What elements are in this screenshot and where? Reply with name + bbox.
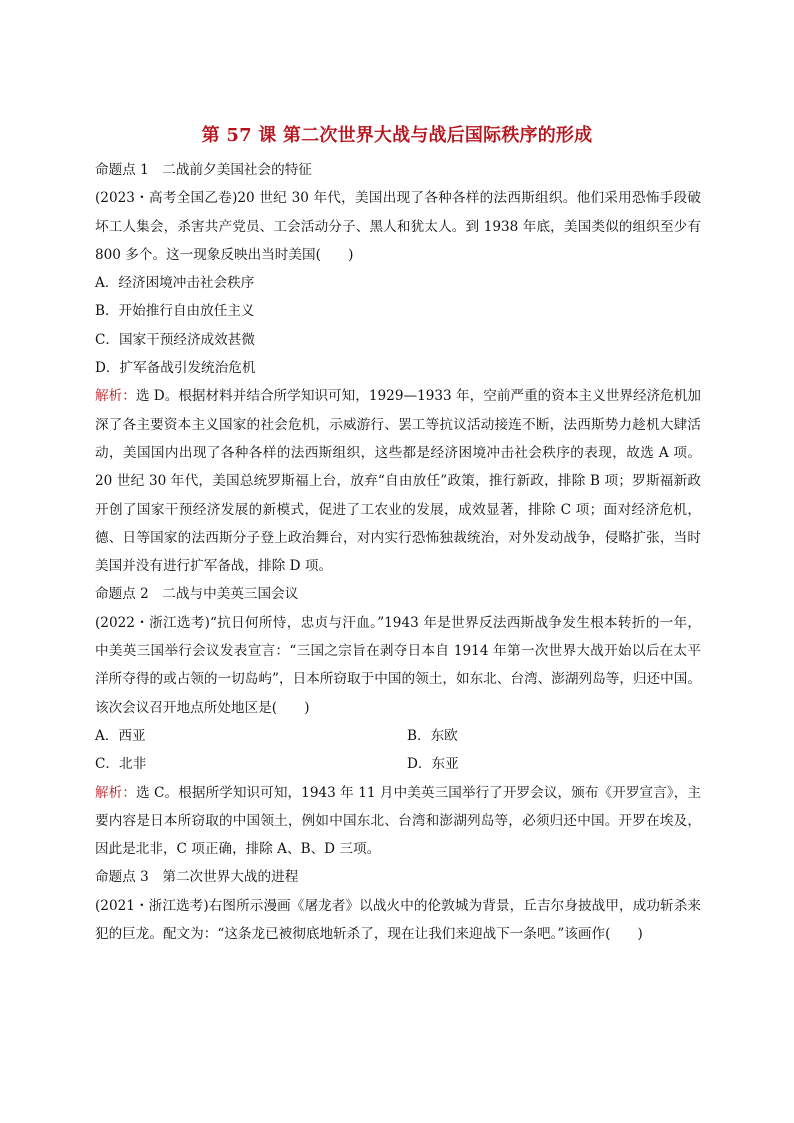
section-heading: 命题点 2 二战与中美英三国会议 bbox=[95, 586, 299, 603]
analysis-paragraph bbox=[95, 779, 701, 864]
option-c: C．国家干预经济成效甚微 bbox=[95, 331, 255, 348]
document-body bbox=[95, 156, 701, 948]
section-heading: 命题点 1 二战前夕美国社会的特征 bbox=[95, 162, 312, 178]
option-c: C．北非 bbox=[95, 756, 147, 773]
option-a: A．经济困境冲击社会秩序 bbox=[95, 275, 255, 292]
options-grid bbox=[95, 722, 701, 779]
option-b: B．开始推行自由放任主义 bbox=[95, 303, 255, 320]
option-d: D．东亚 bbox=[407, 756, 459, 773]
option-a: A．西亚 bbox=[95, 727, 146, 744]
question-text: (2021・浙江选考)右图所示漫画《屠龙者》以战火中的伦敦城为背景，丘吉尔身披战甲，成功斩杀来犯的巨龙。配文为：“这条龙已被彻底地斩杀了，现在让我们来迎战下一条吧。”该画作( ) bbox=[95, 897, 701, 943]
question-text: (2023・高考全国乙卷)20 世纪 30 年代，美国出现了各种各样的法西斯组织。他们采用恐怖手段破坏工人集会，杀害共产党员、工会活动分子、黑人和犹太人。到 1938 年底，美国类似的组织至少有 800 多个。这一现象反映出当时美国( ) bbox=[95, 190, 701, 263]
option-d: D．扩军备战引发统治危机 bbox=[95, 360, 256, 377]
page-title: 第 57 课 第二次世界大战与战后国际秩序的形成 bbox=[201, 125, 593, 146]
question-text: (2022・浙江选考)“抗日何所恃，忠贞与汗血。”1943 年是世界反法西斯战争发生根本转折的一年，中美英三国举行会议发表宣言：“三国之宗旨在剥夺日本自 1914 年第一次世界大战开始以后在太平洋所夺得的或占领的一切岛屿”，日本所窃取于中国的领土，如东北、台湾、澎湖列岛等，归还中国。该次会议召开地点所处地区是( ) bbox=[95, 614, 701, 716]
analysis-text: 选 C。根据所学知识可知，1943 年 11 月中美英三国举行了开罗会议，颁布《开罗宣言》，主要内容是日本所窃取的中国领土，例如中国东北、台湾和澎湖列岛等，必须归还中国。开罗在埃及，因此是北非，C 项正确，排除 A、B、D 三项。 bbox=[95, 784, 701, 858]
analysis-label: 解析： bbox=[95, 784, 136, 801]
option-b: B．东欧 bbox=[407, 727, 458, 744]
section-heading: 命题点 3 第二次世界大战的进程 bbox=[95, 869, 299, 886]
analysis-label: 解析： bbox=[95, 388, 136, 405]
analysis-text: 选 D。根据材料并结合所学知识可知，1929—1933 年，空前严重的资本主义世界经济危机加深了各主要资本主义国家的社会危机，示威游行、罢工等抗议活动接连不断，法西斯势力趁机大肆活动，美国国内出现了各种各样的法西斯组织，这些都是经济困境冲击社会秩序的表现，故选 A 项。20 世纪 30 年代，美国总统罗斯福上台，放弃“自由放任”政策，推行新政，排除 B 项；罗斯福新政开创了国家干预经济发展的新模式，促进了工农业的发展，成效显著，排除 C 项；面对经济危机，德、日等国家的法西斯分子登上政治舞台，对内实行恐怖独裁统治，对外发动战争，侵略扩张，当时美国并没有进行扩军备战，排除 D 项。 bbox=[95, 388, 702, 575]
analysis-paragraph bbox=[95, 382, 701, 580]
